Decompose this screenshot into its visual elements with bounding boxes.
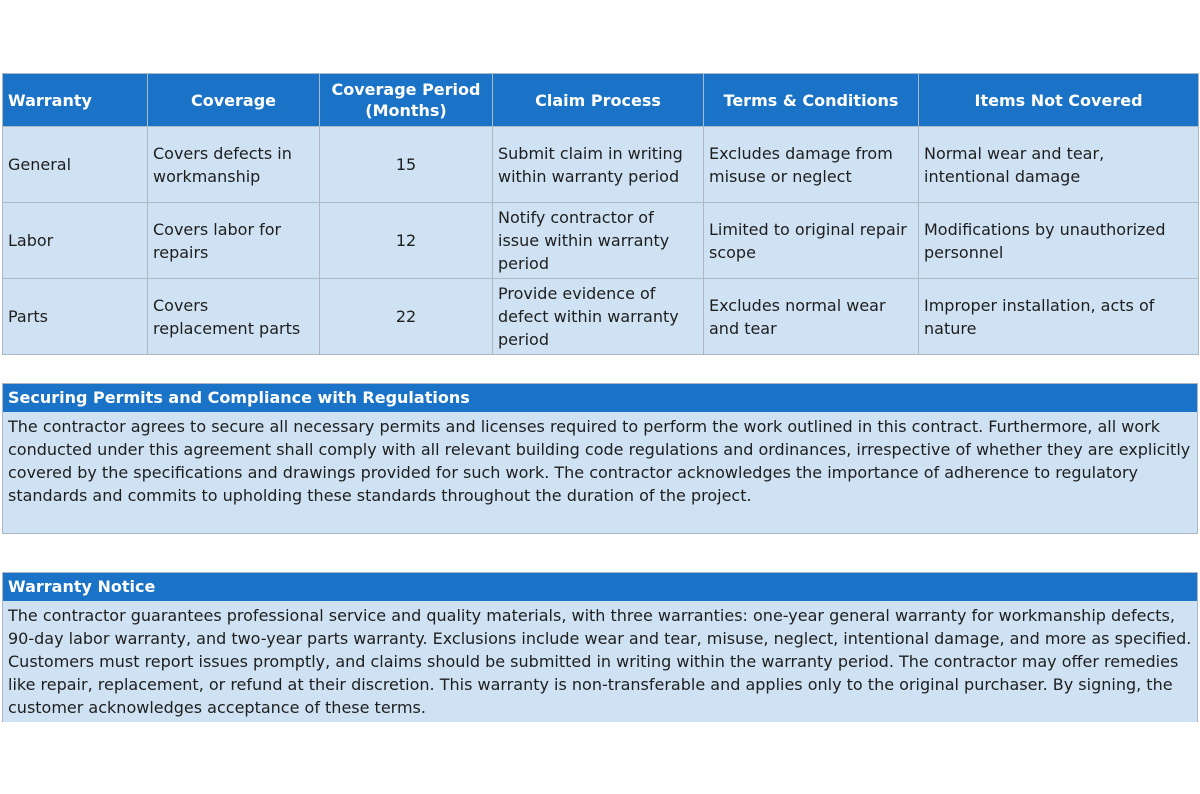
cell-items-not-covered: Modifications by unauthorized personnel [919,203,1199,279]
column-header-coverage-period: Coverage Period (Months) [320,74,493,127]
table-row [3,279,1199,355]
cell-warranty-type: Labor [3,203,148,279]
cell-coverage: Covers labor for repairs [148,203,320,279]
cell-warranty-type: General [3,127,148,203]
cell-terms-conditions: Limited to original repair scope [704,203,919,279]
column-header-items-not-covered: Items Not Covered [919,74,1199,127]
table-row [3,203,1199,279]
column-header-warranty: Warranty [3,74,148,127]
permits-section-body: The contractor agrees to secure all necessary permits and licenses required to perform the work outlined in this contract. Furthermore, all work conducted under this agreement shall comply with all relevant building code regulations and ordinances, irrespective of whether they are explicitly covered by the specifications and drawings provided for such work. The contractor acknowledges the importance of adherence to regulatory standards and commits to upholding these standards throughout the duration of the project. [8,417,1191,505]
column-header-claim-process: Claim Process [493,74,704,127]
cell-coverage-period: 15 [320,127,493,203]
table-header-row [3,74,1199,127]
warranty-notice-section [2,572,1198,722]
cell-coverage: Covers defects in workmanship [148,127,320,203]
cell-coverage: Covers replacement parts [148,279,320,355]
column-header-coverage: Coverage [148,74,320,127]
warranty-notice-title: Warranty Notice [3,573,1197,601]
cell-terms-conditions: Excludes damage from misuse or neglect [704,127,919,203]
cell-claim-process: Provide evidence of defect within warranty period [493,279,704,355]
cell-items-not-covered: Normal wear and tear, intentional damage [919,127,1199,203]
warranty-table [2,73,1199,355]
cell-coverage-period: 22 [320,279,493,355]
cell-warranty-type: Parts [3,279,148,355]
permits-section-title: Securing Permits and Compliance with Regulations [3,384,1197,412]
cell-claim-process: Notify contractor of issue within warranty period [493,203,704,279]
column-header-terms-conditions: Terms & Conditions [704,74,919,127]
cell-terms-conditions: Excludes normal wear and tear [704,279,919,355]
cell-coverage-period: 12 [320,203,493,279]
warranty-notice-body: The contractor guarantees professional service and quality materials, with three warranties: one-year general warranty for workmanship defects, 90-day labor warranty, and two-year parts warranty. Exclusions include wear and tear, misuse, neglect, intentional damage, and more as specified. Customers must report issues promptly, and claims should be submitted in writing within the warranty period. The contractor may offer remedies like repair, replacement, or refund at their discretion. This warranty is non-transferable and applies only to the original purchaser. By signing, the customer acknowledges acceptance of these terms. [8,606,1192,717]
permits-section [2,383,1198,534]
cell-claim-process: Submit claim in writing within warranty period [493,127,704,203]
cell-items-not-covered: Improper installation, acts of nature [919,279,1199,355]
table-row [3,127,1199,203]
